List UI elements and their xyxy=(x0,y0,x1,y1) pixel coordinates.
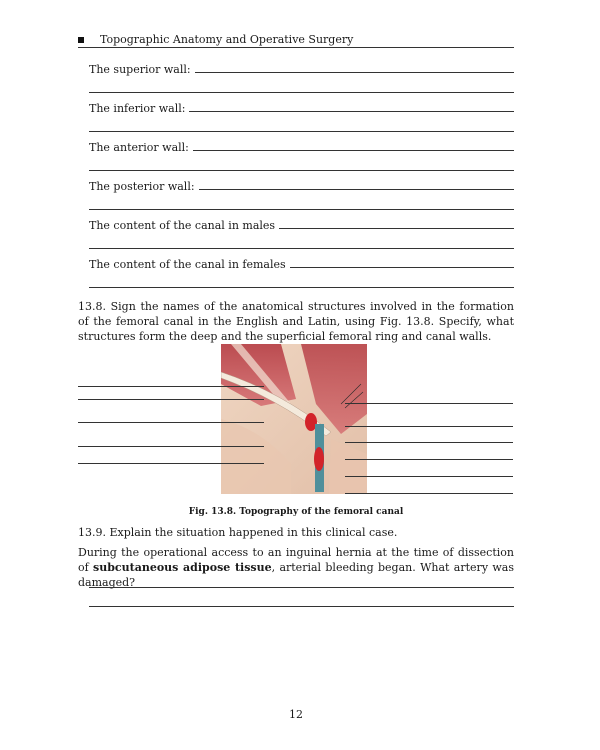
answer-line[interactable] xyxy=(89,92,514,93)
label-line[interactable] xyxy=(345,403,513,404)
running-header xyxy=(78,33,514,46)
answer-line[interactable] xyxy=(195,72,514,73)
field-label: The content of the canal in females xyxy=(89,258,286,271)
header-rule xyxy=(78,47,514,48)
answer-line[interactable] xyxy=(89,209,514,210)
header-title: Topographic Anatomy and Operative Surgery xyxy=(100,33,354,46)
label-line[interactable] xyxy=(78,422,264,423)
label-line[interactable] xyxy=(78,386,264,387)
clinical-case-text xyxy=(78,545,514,590)
figure-caption: Fig. 13.8. Topography of the femoral canal xyxy=(188,507,404,517)
answer-line[interactable] xyxy=(89,131,514,132)
answer-line[interactable] xyxy=(199,189,514,190)
label-line[interactable] xyxy=(78,463,264,464)
case-prefix: During the operational access to an inguinal hernia at the time of dissection of xyxy=(78,546,514,574)
content-males-field[interactable] xyxy=(89,219,514,232)
field-label: The posterior wall: xyxy=(89,180,195,193)
task-13-8-text: 13.8. Sign the names of the anatomical structures involved in the formation of the femoral canal in the English and Latin, using Fig. 13.8. Specify, what structures form the deep and the superficial femoral ring and canal walls. xyxy=(78,300,514,343)
anterior-wall-field[interactable] xyxy=(89,141,514,154)
inferior-wall-field[interactable] xyxy=(89,102,514,115)
answer-line[interactable] xyxy=(279,228,514,229)
answer-line[interactable] xyxy=(89,587,514,588)
task-13-9-text: 13.9. Explain the situation happened in this clinical case. xyxy=(78,526,398,539)
answer-line[interactable] xyxy=(89,606,514,607)
field-label: The superior wall: xyxy=(89,63,191,76)
content-females-field[interactable] xyxy=(89,258,514,271)
posterior-wall-field[interactable] xyxy=(89,180,514,193)
field-label: The anterior wall: xyxy=(89,141,189,154)
label-line[interactable] xyxy=(345,493,513,494)
superior-wall-field[interactable] xyxy=(89,63,514,76)
field-label: The content of the canal in males xyxy=(89,219,276,232)
answer-line[interactable] xyxy=(193,150,514,151)
answer-line[interactable] xyxy=(89,248,514,249)
field-label: The inferior wall: xyxy=(89,102,186,115)
label-line[interactable] xyxy=(345,442,513,443)
case-emphasis: subcutaneous adipose tissue xyxy=(93,561,272,574)
square-bullet-icon xyxy=(78,37,84,43)
case-suffix: , arterial bleeding began. What artery was damaged? xyxy=(78,561,514,589)
answer-line[interactable] xyxy=(290,267,514,268)
femoral-canal-illustration xyxy=(221,344,367,494)
label-line[interactable] xyxy=(78,446,264,447)
answer-line[interactable] xyxy=(89,170,514,171)
answer-line[interactable] xyxy=(189,111,514,112)
label-line[interactable] xyxy=(345,476,513,477)
page-number: 12 xyxy=(289,708,303,721)
label-line[interactable] xyxy=(345,426,513,427)
answer-line[interactable] xyxy=(89,287,514,288)
label-line[interactable] xyxy=(345,459,513,460)
label-line[interactable] xyxy=(78,399,264,400)
